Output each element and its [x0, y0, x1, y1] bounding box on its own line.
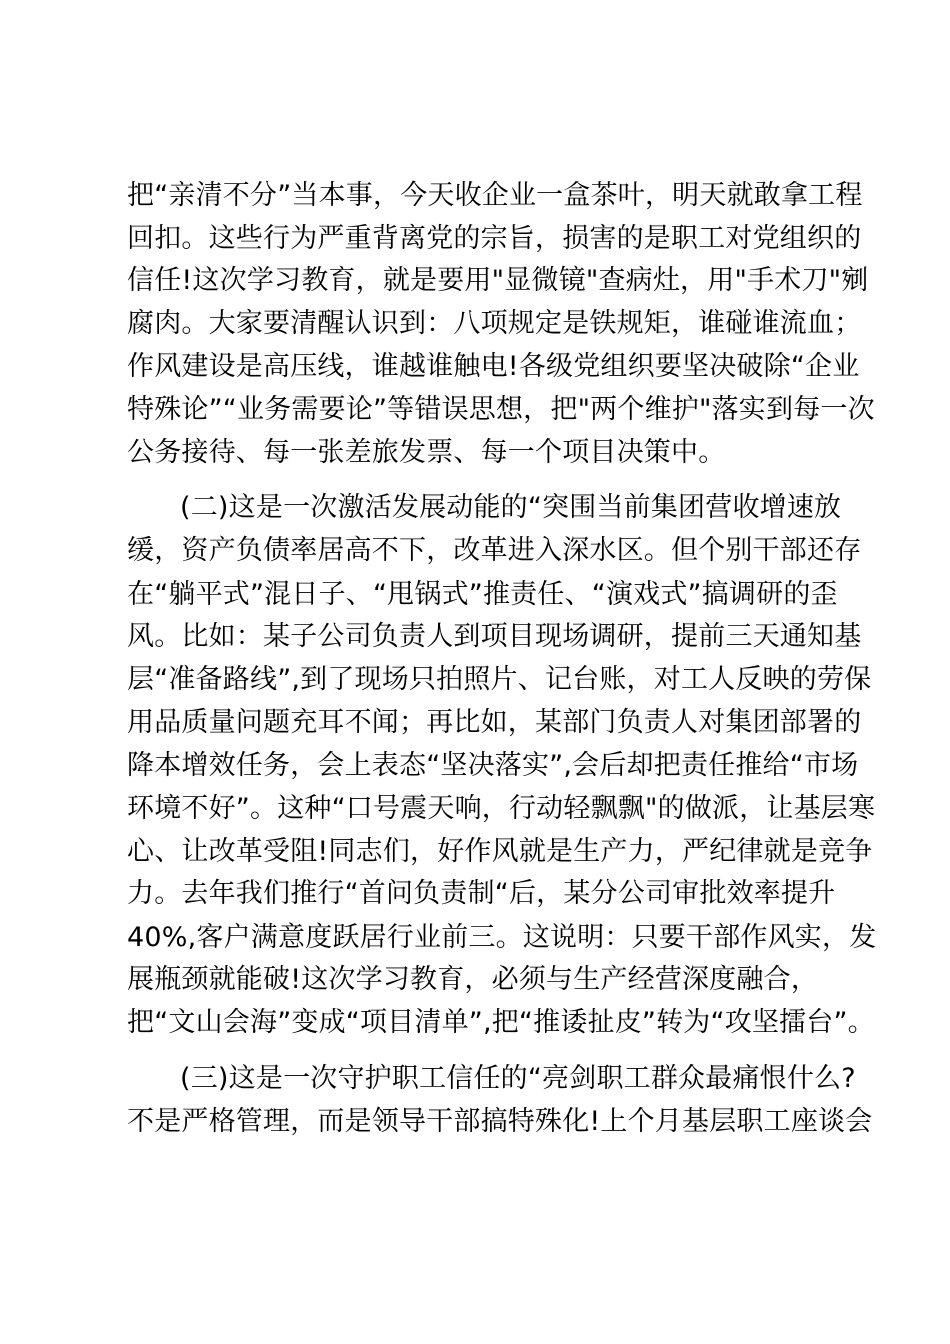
text-line: 把“文山会海”变成“项目清单”,把“推诿扯皮”转为“攻坚擂台”。 — [127, 1007, 875, 1038]
text-line: 用品质量问题充耳不闻；再比如，某部门负责人对集团部署的 — [127, 707, 862, 738]
text-line: 缓，资产负债率居高不下，改革进入深水区。但个别干部还存 — [127, 535, 862, 566]
paragraph-2-heading-line: (二)这是一次激活发展动能的“突围当前集团营收增速放 — [180, 492, 842, 523]
text-line: 不是严格管理，而是领导干部搞特殊化!上个月基层职工座谈会 — [127, 1106, 873, 1137]
text-line: 风。比如：某子公司负责人到项目现场调研，提前三天通知基 — [127, 621, 862, 652]
text-line: 40%,客户满意度跃居行业前三。这说明：只要干部作风实，发 — [127, 922, 877, 953]
text-line: 在“躺平式”混日子、“甩锅式”推责任、“演戏式”搞调研的歪 — [127, 579, 838, 610]
text-line: 层“准备路线”,到了现场只拍照片、记台账，对工人反映的劳保 — [127, 664, 872, 695]
text-line: 把“亲清不分”当本事，今天收企业一盒茶叶，明天就敢拿工程 — [127, 180, 863, 211]
text-line: 公务接待、每一张差旅发票、每一个项目决策中。 — [127, 437, 726, 468]
text-line: 心、让改革受阻!同志们，好作风就是生产力，严纪律就是竞争 — [127, 836, 873, 867]
text-line: 作风建设是高压线，谁越谁触电!各级党组织要坚决破除“企业 — [127, 351, 860, 382]
text-line: 环境不好”。这种“口号震天响，行动轻飘飘"的做派，让基层寒 — [127, 793, 876, 824]
text-line: 回扣。这些行为严重背离党的宗旨，损害的是职工对党组织的 — [127, 223, 862, 254]
text-line: 降本增效任务，会上表态“坚决落实”,会后却把责任推给“市场 — [127, 750, 859, 781]
paragraph-3-heading-line: (三)这是一次守护职工信任的“亮剑职工群众最痛恨什么? — [180, 1063, 856, 1094]
text-line: 特殊论”“业务需要论”等错误思想，把"两个维护"落实到每一次 — [127, 394, 875, 425]
text-line: 信任!这次学习教育，就是要用"显微镜"查病灶，用"手术刀"剜 — [127, 265, 869, 296]
text-line: 腐肉。大家要清醒认识到：八项规定是铁规矩，谁碰谁流血； — [127, 308, 862, 339]
text-line: 展瓶颈就能破!这次学习教育，必须与生产经营深度融合， — [127, 964, 819, 995]
text-line: 力。去年我们推行“首问负责制“后，某分公司审批效率提升 — [127, 878, 836, 909]
